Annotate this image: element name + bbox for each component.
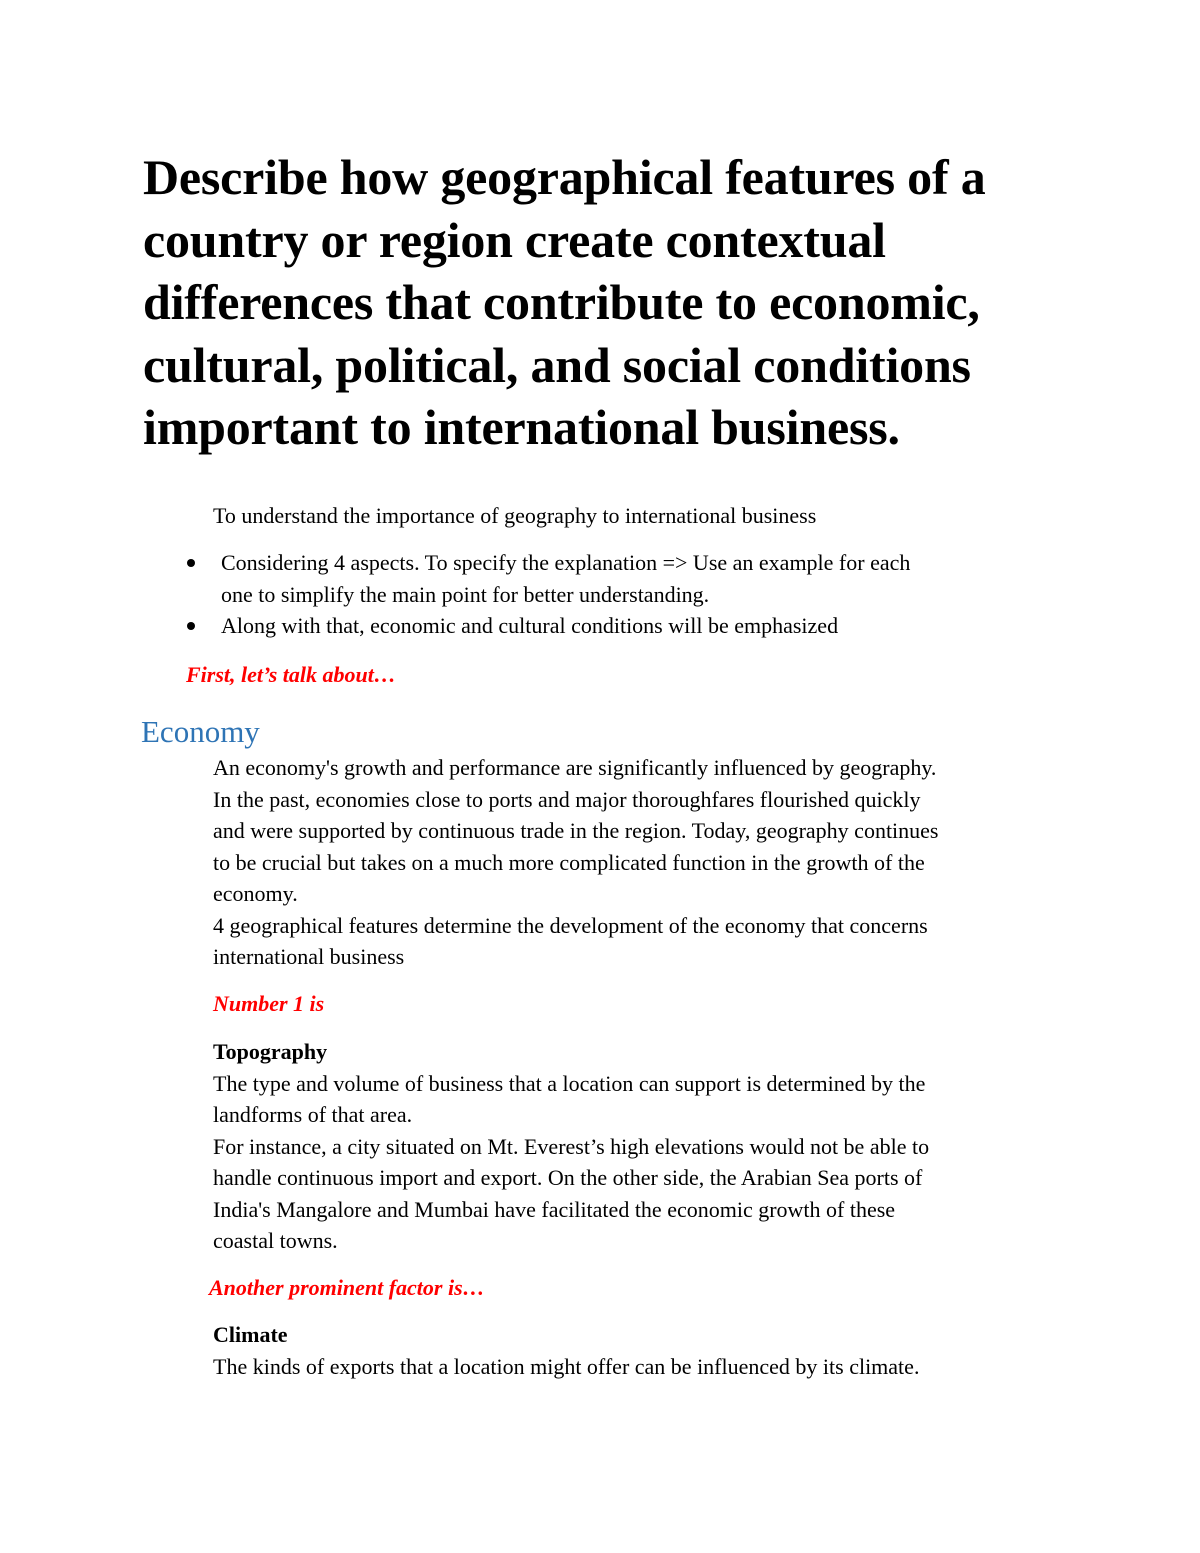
aspect-bullet-list bbox=[185, 547, 1065, 642]
topography-line: India's Mangalore and Mumbai have facilitated the economic growth of these bbox=[213, 1196, 896, 1222]
bullet-icon bbox=[187, 559, 195, 567]
topography-section bbox=[213, 1036, 1063, 1257]
climate-heading: Climate bbox=[213, 1322, 288, 1347]
topography-line: landforms of that area. bbox=[213, 1102, 413, 1127]
bullet-item bbox=[185, 610, 1065, 642]
topography-line: For instance, a city situated on Mt. Everest’s high elevations would not be able to bbox=[213, 1133, 930, 1159]
economy-line: to be crucial but takes on a much more complicated function in the growth of the bbox=[213, 849, 925, 875]
document-title: Describe how geographical features of a country or region create contextual differences that contribute to economic, cultural, political, and social conditions important to international business. bbox=[143, 149, 986, 455]
topography-line: coastal towns. bbox=[213, 1228, 338, 1253]
bullet-icon bbox=[187, 622, 195, 630]
economy-line: economy. bbox=[213, 881, 298, 906]
topography-heading: Topography bbox=[213, 1039, 328, 1064]
section-heading-economy: Economy bbox=[141, 714, 260, 749]
lead-another-text: Another prominent factor is… bbox=[209, 1275, 485, 1300]
lead-first-text: First, let’s talk about… bbox=[186, 662, 396, 687]
economy-line: In the past, economies close to ports and major thoroughfares flourished quickly bbox=[213, 786, 921, 812]
economy-line: An economy's growth and performance are significantly influenced by geography. bbox=[213, 755, 937, 780]
climate-line: The kinds of exports that a location might offer can be influenced by its climate. bbox=[213, 1353, 920, 1379]
bullet-item bbox=[185, 547, 1065, 610]
economy-line: 4 geographical features determine the development of the economy that concerns bbox=[213, 912, 928, 938]
economy-line: and were supported by continuous trade in the region. Today, geography continues bbox=[213, 818, 939, 843]
bullet-line: one to simplify the main point for better understanding. bbox=[221, 581, 710, 607]
economy-paragraph bbox=[213, 752, 1063, 973]
topography-line: handle continuous import and export. On the other side, the Arabian Sea ports of bbox=[213, 1165, 923, 1190]
topography-line: The type and volume of business that a location can support is determined by the bbox=[213, 1070, 926, 1096]
climate-section bbox=[213, 1319, 1063, 1382]
bullet-line: Considering 4 aspects. To specify the explanation => Use an example for each bbox=[221, 550, 911, 575]
intro-text: To understand the importance of geography to international business bbox=[213, 503, 817, 528]
lead-number1-text: Number 1 is bbox=[213, 991, 325, 1016]
bullet-line: Along with that, economic and cultural conditions will be emphasized bbox=[221, 613, 839, 638]
economy-line: international business bbox=[213, 944, 405, 969]
